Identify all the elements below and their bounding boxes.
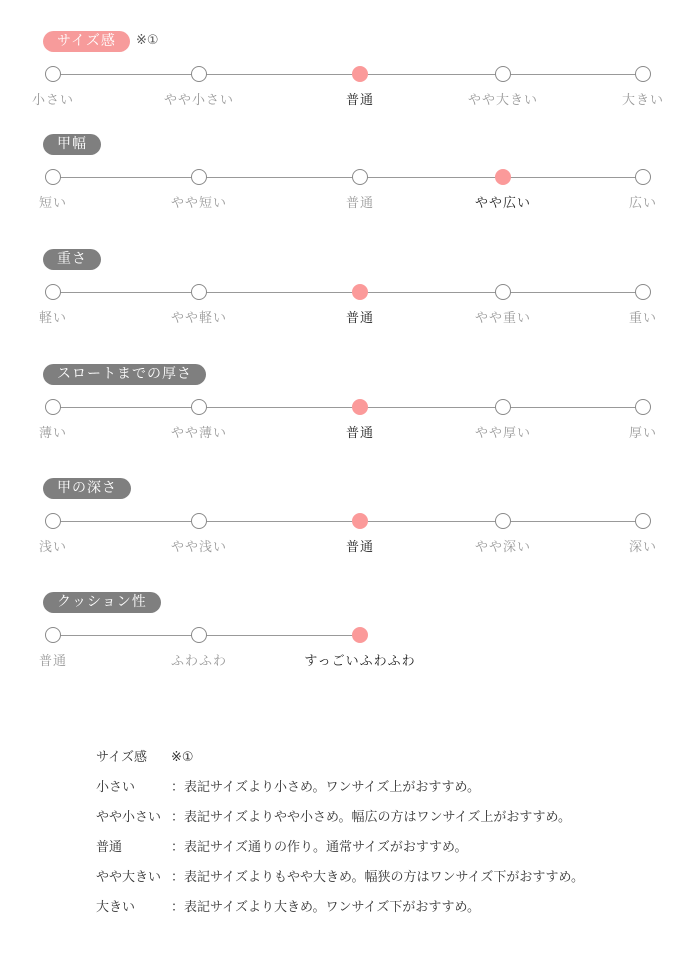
scale-point-2	[191, 169, 207, 185]
section-title-badge: 甲の深さ	[43, 478, 131, 499]
legend-term: 大きい	[96, 900, 136, 915]
scale-label-2: やや短い	[170, 196, 228, 211]
scale-label-4: やや大きい	[467, 93, 539, 108]
legend-term: やや小さい	[96, 810, 162, 825]
scale-label-3-selected: 普通	[345, 93, 375, 108]
scale-point-5	[635, 66, 651, 82]
scale-label-2: ふわふわ	[170, 654, 228, 669]
rating-section-cushioning	[0, 592, 700, 672]
scale-label-3-selected: すっごいふわふわ	[304, 654, 416, 669]
scale-point-1	[45, 66, 61, 82]
scale-point-5	[635, 399, 651, 415]
scale-point-3-selected	[352, 513, 368, 529]
legend-row	[96, 807, 584, 837]
scale-label-1: 軽い	[38, 311, 68, 326]
scale-point-2	[191, 627, 207, 643]
scale-label-2: やや薄い	[170, 426, 228, 441]
section-title-badge: 重さ	[43, 249, 101, 270]
scale-point-3-selected	[352, 284, 368, 300]
scale-label-4: やや厚い	[474, 426, 532, 441]
legend-description: ：表記サイズ通りの作り。通常サイズがおすすめ。	[171, 840, 468, 855]
scale-point-2	[191, 284, 207, 300]
scale-track	[53, 407, 643, 408]
scale-point-4	[495, 399, 511, 415]
scale-label-1: 小さい	[31, 93, 75, 108]
scale-label-3-selected: 普通	[345, 426, 375, 441]
scale-label-3-selected: 普通	[345, 540, 375, 555]
scale-point-1	[45, 169, 61, 185]
legend-description: ：表記サイズよりやや小さめ。幅広の方はワンサイズ上がおすすめ。	[171, 810, 572, 825]
legend-row	[96, 837, 584, 867]
scale-point-3-selected	[352, 399, 368, 415]
scale-label-5: 広い	[628, 196, 658, 211]
scale-label-3-selected: 普通	[345, 311, 375, 326]
scale-point-2	[191, 399, 207, 415]
scale-label-4-selected: やや広い	[474, 196, 532, 211]
scale-track	[53, 292, 643, 293]
scale-label-4: やや深い	[474, 540, 532, 555]
size-legend	[96, 747, 584, 927]
footnote-marker: ※①	[136, 33, 159, 48]
legend-row	[96, 897, 584, 927]
scale-point-4	[495, 284, 511, 300]
scale-label-5: 厚い	[628, 426, 658, 441]
rating-section-instep-width	[0, 134, 700, 214]
scale-label-4: やや重い	[474, 311, 532, 326]
legend-term: やや大きい	[96, 870, 162, 885]
scale-label-2: やや浅い	[170, 540, 228, 555]
scale-point-5	[635, 513, 651, 529]
scale-point-5	[635, 169, 651, 185]
rating-section-throat-thickness	[0, 364, 700, 444]
legend-title: サイズ感	[96, 750, 147, 765]
scale-track	[53, 177, 643, 178]
legend-header	[96, 747, 584, 777]
scale-label-3: 普通	[345, 196, 375, 211]
scale-point-5	[635, 284, 651, 300]
scale-point-1	[45, 513, 61, 529]
scale-point-1	[45, 399, 61, 415]
legend-description: ：表記サイズより小さめ。ワンサイズ上がおすすめ。	[171, 780, 481, 795]
scale-label-5: 重い	[628, 311, 658, 326]
section-title-badge: サイズ感	[43, 31, 130, 52]
scale-label-2: やや軽い	[170, 311, 228, 326]
scale-point-1	[45, 284, 61, 300]
scale-point-4	[495, 513, 511, 529]
scale-point-2	[191, 513, 207, 529]
scale-label-1: 短い	[38, 196, 68, 211]
scale-label-1: 浅い	[38, 540, 68, 555]
section-title-badge: 甲幅	[43, 134, 101, 155]
scale-label-5: 深い	[628, 540, 658, 555]
scale-label-2: やや小さい	[163, 93, 235, 108]
rating-section-weight	[0, 249, 700, 329]
legend-term: 小さい	[96, 780, 136, 795]
rating-section-size	[0, 31, 700, 111]
legend-description: ：表記サイズよりもやや大きめ。幅狭の方はワンサイズ下がおすすめ。	[171, 870, 585, 885]
legend-term: 普通	[96, 840, 123, 855]
scale-point-3-selected	[352, 66, 368, 82]
scale-point-4-selected	[495, 169, 511, 185]
scale-track	[53, 74, 643, 75]
scale-point-3-selected	[352, 627, 368, 643]
legend-note: ※①	[171, 750, 194, 765]
section-title-badge: スロートまでの厚さ	[43, 364, 206, 385]
scale-label-1: 普通	[38, 654, 68, 669]
scale-label-1: 薄い	[38, 426, 68, 441]
scale-point-2	[191, 66, 207, 82]
rating-section-instep-depth	[0, 478, 700, 558]
section-title-badge: クッション性	[43, 592, 161, 613]
legend-row	[96, 777, 584, 807]
legend-description: ：表記サイズより大きめ。ワンサイズ下がおすすめ。	[171, 900, 481, 915]
scale-track	[53, 521, 643, 522]
scale-label-5: 大きい	[621, 93, 665, 108]
scale-point-3	[352, 169, 368, 185]
scale-point-4	[495, 66, 511, 82]
scale-point-1	[45, 627, 61, 643]
legend-row	[96, 867, 584, 897]
